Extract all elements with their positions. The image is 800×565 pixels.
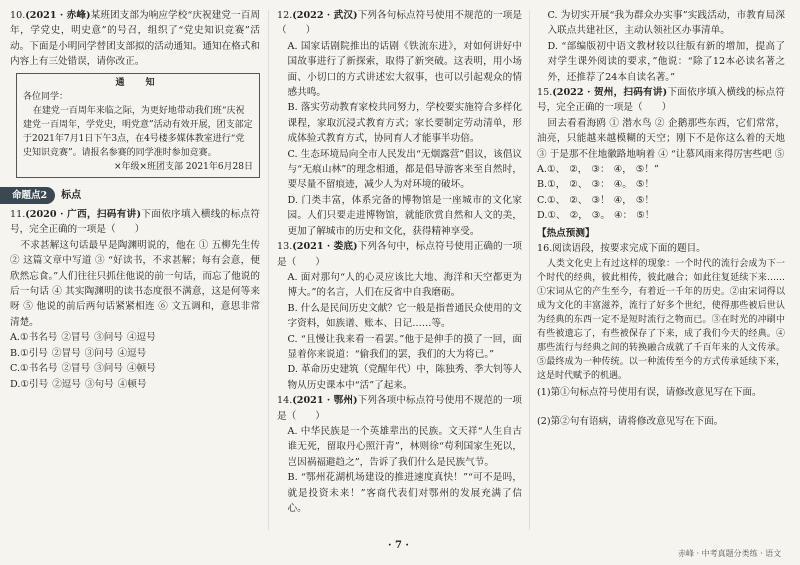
option-text: ④： [614,210,633,222]
section-title: 标点 [61,189,82,201]
q13-option-d: D. 革命历史建筑（党醒年代）中，陈独秀、季大钊等人物从历史课本中“活”了起来。 [287,364,522,391]
option-text: ④， [613,164,632,176]
option-text: ④。 [613,179,632,191]
question-11 [10,207,260,238]
option-row [537,177,785,192]
question-15 [537,85,785,116]
page-number: · 7 · [388,540,409,551]
q13-option-a: A. 面对那句“人的心灵应该比大地、海洋和天空都更为博大。”的名言，人们在反省中自我磨砺。 [287,271,522,299]
notice-title: 通 知 [115,77,161,88]
q14-option-a: A. 中华民族是一个英雄辈出的民族。文天祥“人生自古谁无死，留取丹心照汗青”，林则徐“苟利国家生死以，岂因祸福避趋之”，告诉了我们什么是民族气节。 [287,425,522,468]
option-text: 下列各项中标点符号使用不规范的一项是 [277,395,522,422]
option-text: ④逗号 [117,347,147,359]
option-text: 11. [10,209,26,221]
option-text: 下面依序填入横线的标点符号，完全正确的一项是 [537,87,785,114]
q12-option-a: A. 国家话剧院推出的话剧《铁流东进》，对如何讲好中国故事进行了新探索，取得了新突破。这表明，用小场面、小切口的方式讲述宏大叙事，也可以引起观众的情感共鸣。 [287,40,522,99]
option-text: ④顿号 [127,363,156,375]
option-text: ⑤！ [635,179,655,191]
q14-option-d: D. “部编版初中语文教材较以往版有新的增加，提高了对学生课外阅读的要求，”他说：“除了12本必读名著之外，还推荐了24本自读名著。” [547,40,785,83]
column-3 [537,8,785,429]
option-text: D.①引号 [10,378,49,390]
option-text: ③！ [591,194,610,206]
option-text: ④顿号 [117,378,147,390]
option-text: B.①引号 [10,347,48,359]
option-text: (2022 · 武汉) [292,10,358,21]
notice-greeting: 各位同学： [23,91,69,102]
option-text: C.①书名号 [10,363,58,375]
notice-signature: ×年级×班团支部 2021年6月28日 [113,161,253,172]
option-text: (2021 · 娄底) [292,241,358,253]
option-text: C.①、 [537,194,566,206]
option-text: （ ） [105,224,145,236]
option-text: ④， [613,194,632,206]
column-1 [10,8,260,392]
question-14 [277,393,522,424]
section-label: 命题点2 [0,187,55,204]
option-text: 16. [537,243,553,255]
q12-option-d: D. 门类丰富，体系完备的博物馆是一座城市的文化家园。人们只要走进博物馆，就能欣赏自然和人文的美，更加了解城市的历史和文化，获得精神享受。 [287,194,522,237]
option-text: 13. [277,241,293,253]
option-text: ②， [569,210,588,222]
option-text: 15. [537,87,553,99]
option-text: ⑤！ [636,210,655,222]
option-row [10,361,260,376]
option-text: A.①、 [537,164,566,176]
hot-prediction-label: 【热点预测】 [537,227,595,239]
option-text: ③问号 [94,332,123,344]
option-text: ③问号 [94,363,123,375]
option-row [10,330,260,345]
option-text: 下列各句标点符号使用不规范的一项是 [357,10,522,21]
option-text: ②， [569,164,588,176]
option-row [10,377,260,392]
option-text: ②冒号 [51,347,81,359]
question-16 [537,241,785,256]
option-text: 14. [277,395,293,407]
option-text: ②冒号 [61,332,91,344]
question-10 [10,8,260,70]
option-text: D.①、 [537,210,566,222]
q15-options [537,162,785,224]
option-text: 下面依序填入横线的标点符号，完全正确的一项是 [10,209,260,236]
option-text: (2022 · 贺州，扫码有讲) [552,87,668,99]
option-text: ②冒号 [61,363,91,375]
option-text: （ ） [277,25,316,37]
option-text: ③问号 [84,347,114,359]
option-text: ②、 [569,179,588,191]
q16-sub1: (1)第①句标点符号使用有误，请修改意见写在下面。 [537,386,762,398]
q13-option-c: C. “且慢让我来看一看罢。”他于是伸手的摸了一回，面显着你来说道：“偷我们的罢，我们的大为将已。” [287,333,522,360]
option-text: （ ） [286,256,325,268]
q15-passage: 回去看看海鸥 ① 潜水鸟 ② 企鹅那些东西，它们常常，油亮，只能越来越模糊的天空；刚下不是你这么着的天地 ③ 于是那不住地徽路地响着 ④ “让慕风雨来得厉害些吧 ⑤ [537,117,785,160]
q16-sub2: (2)第②句有语病，请将修改意见写在下面。 [537,415,724,427]
notice-box [16,73,260,178]
option-text: 下列各句中，标点符号使用正确的一项是 [277,241,522,268]
option-text: ⑤！” [635,164,659,176]
option-text: 12. [277,10,293,21]
option-text: A.①书名号 [10,332,58,344]
option-text: 某班团支部为响应学校“庆祝建党一百周年，学党史，明史意”的号召，组织了“党史知识竞赛”活动。下面是小明同学替团支部拟的活动通知。通知在格式和内容上有三处错误，请你改正。 [10,10,260,68]
q14-option-b: B. “鄂州花湖机场建设的推进速度真快！”“可不是吗，就是投资未来！”客商代表们对鄂州的发展充满了信心。 [287,472,522,514]
option-text: 阅读语段，按要求完成下面的题目。 [552,243,706,255]
option-text: （ ） [286,410,325,422]
option-text: ③。 [591,210,610,222]
option-text: (2021 · 赤峰) [25,10,91,21]
option-text: ②逗号 [52,378,81,390]
option-text: (2021 · 鄂州) [292,395,358,407]
column-2 [277,8,522,516]
column-divider [268,10,269,530]
option-text: （ ） [632,102,672,114]
section-banner [0,187,260,204]
option-row [537,162,785,177]
option-text: ③句号 [84,378,114,390]
q12-option-c: C. 生态环境局向全市人民发出“无烟露营”倡议，该倡议与“无痕山林”的理念相通，都是倡导游客来至自然时，要尽量不留痕迹，减少人为对环境的破坏。 [287,148,522,191]
option-text: ③： [591,164,610,176]
option-text: (2020 · 广西，扫码有讲) [25,209,142,221]
q11-options [10,330,260,392]
q13-option-b: B. 什么是民间历史文献？它一般是指普通民众使用的文字资料，如族谱、账本、日记……等。 [287,302,522,330]
option-text: ④逗号 [126,332,156,344]
footer-text: 赤峰 · 中考真题分类练 · 语文 [678,549,782,558]
question-12 [277,8,522,39]
option-text: B.①， [537,179,566,191]
q12-option-b: B. 落实劳动教育家校共同努力，学校要实施符合多样化课程，家取沉浸式教育方式；家长要制定劳动清单，形成体验式教育方式，协同育人才能事半功倍。 [287,102,522,145]
option-text: ③： [591,179,610,191]
q14-option-c: C. 为切实开展“我为群众办实事”实践活动，市教育局深入联点共建社区，主动认领社区办事清单。 [547,10,785,37]
notice-body: 在建党一百周年来临之际，为更好地带动我们班“庆祝建党一百周年，学党史，明党意”活动有效开展，团支部定于2021年7月1日下午3点，在4号楼多媒体教室进行“党史知识竞赛”。请报名参赛的同学准时参加竞赛。 [23,105,253,158]
column-divider [529,10,530,530]
option-text: 10. [10,10,26,21]
option-row [537,208,785,223]
option-text: ⑤！ [635,194,655,206]
option-row [10,346,260,361]
question-13 [277,239,522,270]
option-row [537,193,785,208]
q16-passage: 人类文化史上有过这样的现象：一个时代的流行会成为下一个时代的经典，彼此相传，彼此融合；如此往复延续下来……①宋词从它的产生至今，有着近一千年的历史。②由宋词得以成为文化的丰富滋养，流行了好多个世纪，使得那些被后世认为经典的东西一定不是短时流行之物而已。③在时光的冲刷中有些被遗忘了，有些被保存了下来，成了我们今天的经典。④那些流行与经典之间的转换融合成就了千百年来的人文传承。⑤最终成为一种传统。以一种流传至今的方式传承延续下来，这是时代赋予的机遇。 [537,258,785,381]
q11-passage: 不求甚解这句话最早是陶渊明说的，他在 ① 五柳先生传 ② 这篇文章中写道 ③ “好读书，不求甚解；每有会意，便欣然忘食。”人们往往只抓住他说的前一句话，而忘了他说的后一句话 ④ 其实陶渊明的读书态度很不满意，这是何等来呀 ⑤ 他说的前后两句话紧紧相连 ⑥ 文五调和，意思非常清楚。 [10,239,260,328]
option-text: ②、 [569,194,588,206]
